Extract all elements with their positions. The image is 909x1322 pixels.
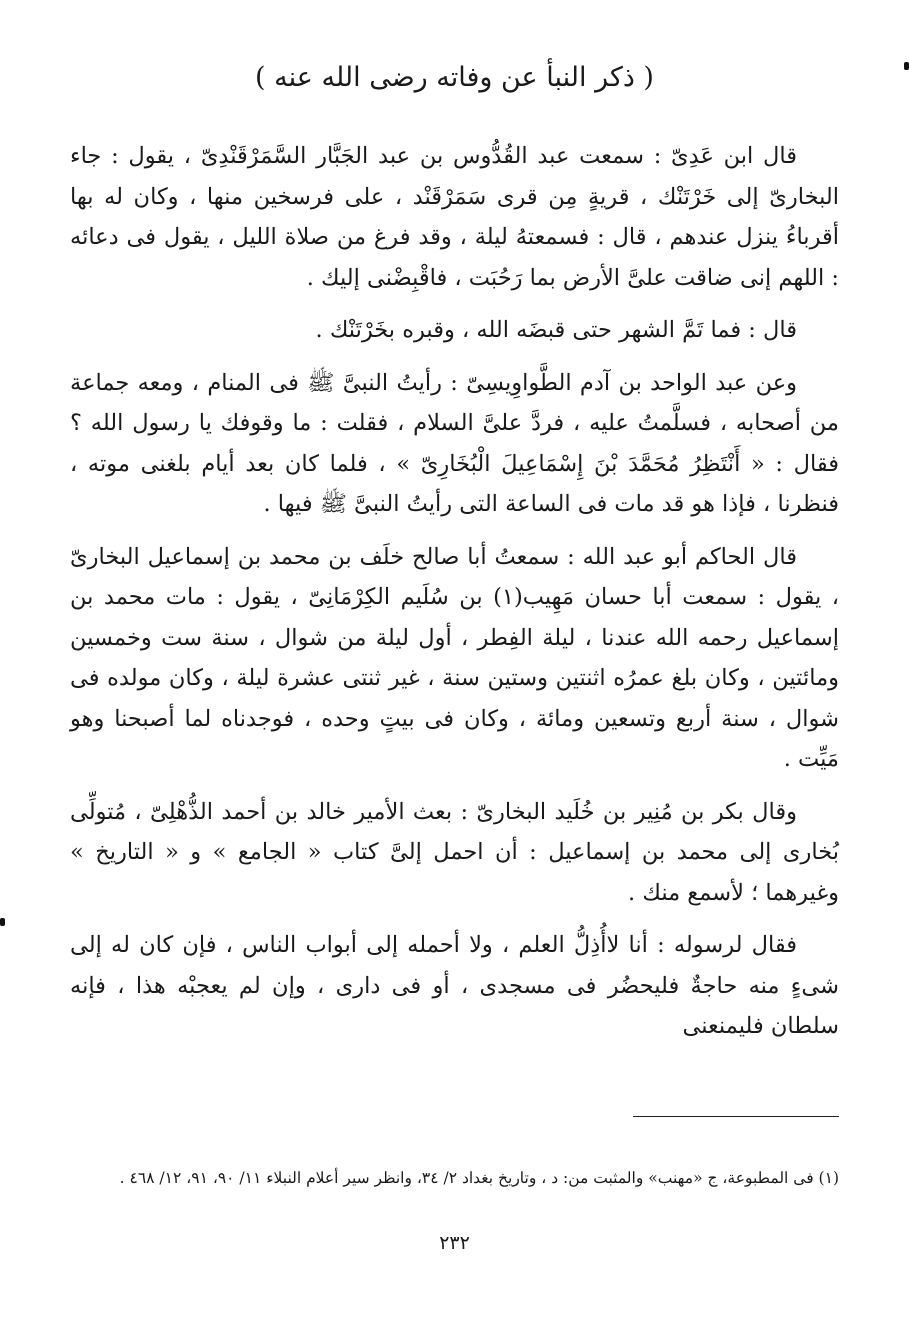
paragraph-ibn-adi: قال ابن عَدِىّ : سمعت عبد القُدُّوس بن عبد الجَبَّار السَّمَرْقَنْدِىّ ، يقول : جاء البخارىّ إلى خَرْتَنْك ، قريةٍ مِن قرى سَمَرْقَنْد ، على فرسخين منها ، وكان له بها أقرباءُ ينزل عندهم ، قال : فسمعتهُ ليلة ، وقد فرغ من صلاة الليل ، يقول فى دعائه : اللهم إنى ضاقت علىَّ الأرض بما رَحُبَت ، فاقْبِضْنى إليك . — [70, 143, 839, 291]
paragraph-hakim: قال الحاكم أبو عبد الله : سمعتُ أبا صالح خلَف بن محمد بن إسماعيل البخارىّ ، يقول : سمعت أبا حسان مَهِيب(١) بن سُلَيم الكِرْمَانِىّ ، يقول : مات محمد بن إسماعيل رحمه الله عندنا ، ليلة الفِطر ، أول ليلة من شوال ، سنة ست وخمسين ومائتين ، وكان بلغ عمرُه اثنتين وستين سنة ، غير ثنتى عشرة ليلة ، وكان مولده فى شوال ، سنة أربع وتسعين ومائة ، وكان فى بيتٍ وحده ، فوجدناه لما أصبحنا وهو مَيِّت . — [70, 543, 839, 773]
paragraph-dream: وعن عبد الواحد بن آدم الطَّواوِيسِىّ : رأيتُ النبىَّ ﷺ فى المنام ، ومعه جماعة من أصحابه ، فسلَّمتُ عليه ، فردَّ علىَّ السلام ، فقلت : ما وقوفك يا رسول الله ؟ فقال : « أَنْتَظِرُ مُحَمَّدَ بْنَ إِسْمَاعِيلَ الْبُخَارِىّ » ، فلما كان بعد أيام بلغنى موته ، فنظرنا ، فإذا هو قد مات فى الساعة التى رأيتُ النبىَّ ﷺ فيها . — [70, 369, 839, 518]
margin-dot-icon — [0, 918, 5, 926]
paragraph-reply: فقال لرسوله : أنا لاأُذِلُّ العلم ، ولا أحمله إلى أبواب الناس ، فإن كان له إلى شىءٍ منه حاجةٌ فليحضُر فى مسجدى ، أو فى دارى ، وإن لم يعجبْه هذا ، فإنه سلطان فليمنعنى — [70, 932, 839, 1040]
paragraph-death-month: قال : فما تَمَّ الشهر حتى قبضَه الله ، وقبره بخَرْتَنْك . — [315, 317, 797, 344]
footnote: (١) فى المطبوعة، ج «مهنب» والمثبت من: د ، وتاريخ بغداد ٢/ ٣٤، وانظر سير أعلام النبلاء ١١/ ٩٠، ٩١، ١٢/ ٤٦٨ . — [119, 1169, 839, 1187]
chapter-title: ( ذكر النبأ عن وفاته رضى الله عنه ) — [255, 62, 654, 93]
margin-dot-icon — [904, 62, 909, 70]
footnote-divider — [633, 1116, 839, 1117]
paragraph-bakr: وقال بكر بن مُنِير بن خُلَيد البخارىّ : بعث الأمير خالد بن أحمد الذُّهْلِىّ ، مُتولِّى بُخارى إلى محمد بن إسماعيل : أن احمل إلىَّ كتاب « الجامع » و « التاريخ » وغيرهما ؛ لأسمع منك . — [70, 798, 839, 906]
page-number: ٢٣٢ — [439, 1232, 470, 1254]
